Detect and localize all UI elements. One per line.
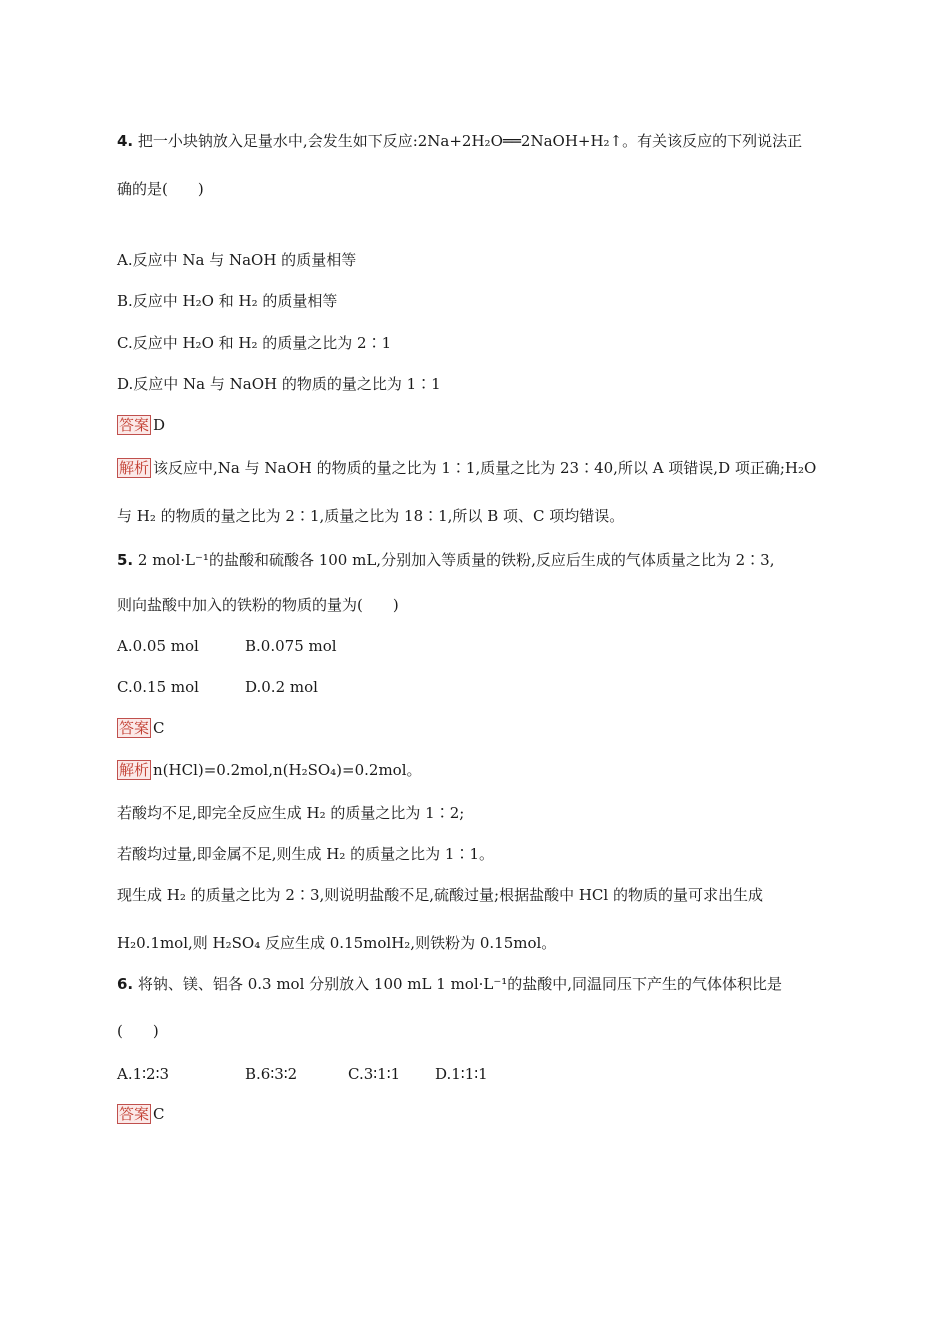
options-row-cd xyxy=(117,677,318,697)
answer-value: C xyxy=(153,719,165,737)
analysis-tag: 解析 xyxy=(119,459,150,477)
option-a: A.1∶2∶3 xyxy=(117,1065,170,1083)
question-4-stem-line2: 确的是( ) xyxy=(117,180,204,198)
answer-row xyxy=(117,1104,165,1124)
question-number: 5. xyxy=(117,551,134,569)
analysis-line5: H₂0.1mol,则 H₂SO₄ 反应生成 0.15molH₂,则铁粉为 0.15mol。 xyxy=(117,934,557,952)
question-5-stem-line2: 则向盐酸中加入的铁粉的物质的量为( ) xyxy=(117,596,399,614)
analysis-line2: 若酸均不足,即完全反应生成 H₂ 的质量之比为 1∶2; xyxy=(117,804,465,822)
option-d: D.0.2 mol xyxy=(245,678,318,696)
question-6-stem-line2: ( ) xyxy=(117,1022,159,1040)
option-a: A.0.05 mol xyxy=(117,637,199,655)
answer-row xyxy=(117,718,165,738)
analysis-line2: 与 H₂ 的物质的量之比为 2∶1,质量之比为 18∶1,所以 B 项、C 项均错误。 xyxy=(117,507,625,525)
option-b: B.6∶3∶2 xyxy=(245,1065,298,1083)
answer-tag: 答案 xyxy=(119,416,150,434)
option-d: D.1∶1∶1 xyxy=(435,1065,488,1083)
answer-row xyxy=(117,415,165,435)
question-5-stem-line1: 5. 2 mol·L⁻¹的盐酸和硫酸各 100 mL,分别加入等质量的铁粉,反应后生成的气体质量之比为 2∶3, xyxy=(117,551,775,569)
options-row xyxy=(117,1064,488,1084)
analysis-line1: 解析 该反应中,Na 与 NaOH 的物质的量之比为 1∶1,质量之比为 23∶40,所以 A 项错误,D 项正确;H₂O xyxy=(119,459,817,477)
options-row-ab xyxy=(117,636,337,656)
answer-value: C xyxy=(153,1105,165,1123)
analysis-tag: 解析 xyxy=(119,761,150,779)
option-c: C.反应中 H₂O 和 H₂ 的质量之比为 2∶1 xyxy=(117,334,392,352)
analysis-line1: 解析 n(HCl)=0.2mol,n(H₂SO₄)=0.2mol。 xyxy=(119,761,422,779)
answer-value: D xyxy=(153,416,166,434)
question-number: 4. xyxy=(117,132,134,150)
answer-tag: 答案 xyxy=(119,719,150,737)
option-b: B.0.075 mol xyxy=(245,637,337,655)
analysis-line3: 若酸均过量,即金属不足,则生成 H₂ 的质量之比为 1∶1。 xyxy=(117,845,495,863)
option-b: B.反应中 H₂O 和 H₂ 的质量相等 xyxy=(117,292,338,310)
analysis-line4: 现生成 H₂ 的质量之比为 2∶3,则说明盐酸不足,硫酸过量;根据盐酸中 HCl 的物质的量可求出生成 xyxy=(117,886,763,904)
option-a: A.反应中 Na 与 NaOH 的质量相等 xyxy=(117,251,357,269)
option-c: C.0.15 mol xyxy=(117,678,199,696)
answer-tag: 答案 xyxy=(119,1105,150,1123)
question-number: 6. xyxy=(117,975,134,993)
option-d: D.反应中 Na 与 NaOH 的物质的量之比为 1∶1 xyxy=(117,375,441,393)
option-c: C.3∶1∶1 xyxy=(348,1065,401,1083)
question-6-stem-line1: 6. 将钠、镁、铝各 0.3 mol 分别放入 100 mL 1 mol·L⁻¹的盐酸中,同温同压下产生的气体体积比是 xyxy=(117,975,783,993)
question-4-stem-line1: 4. 把一小块钠放入足量水中,会发生如下反应:2Na+2H₂O══2NaOH+H₂↑。有关该反应的下列说法正 xyxy=(117,132,803,150)
